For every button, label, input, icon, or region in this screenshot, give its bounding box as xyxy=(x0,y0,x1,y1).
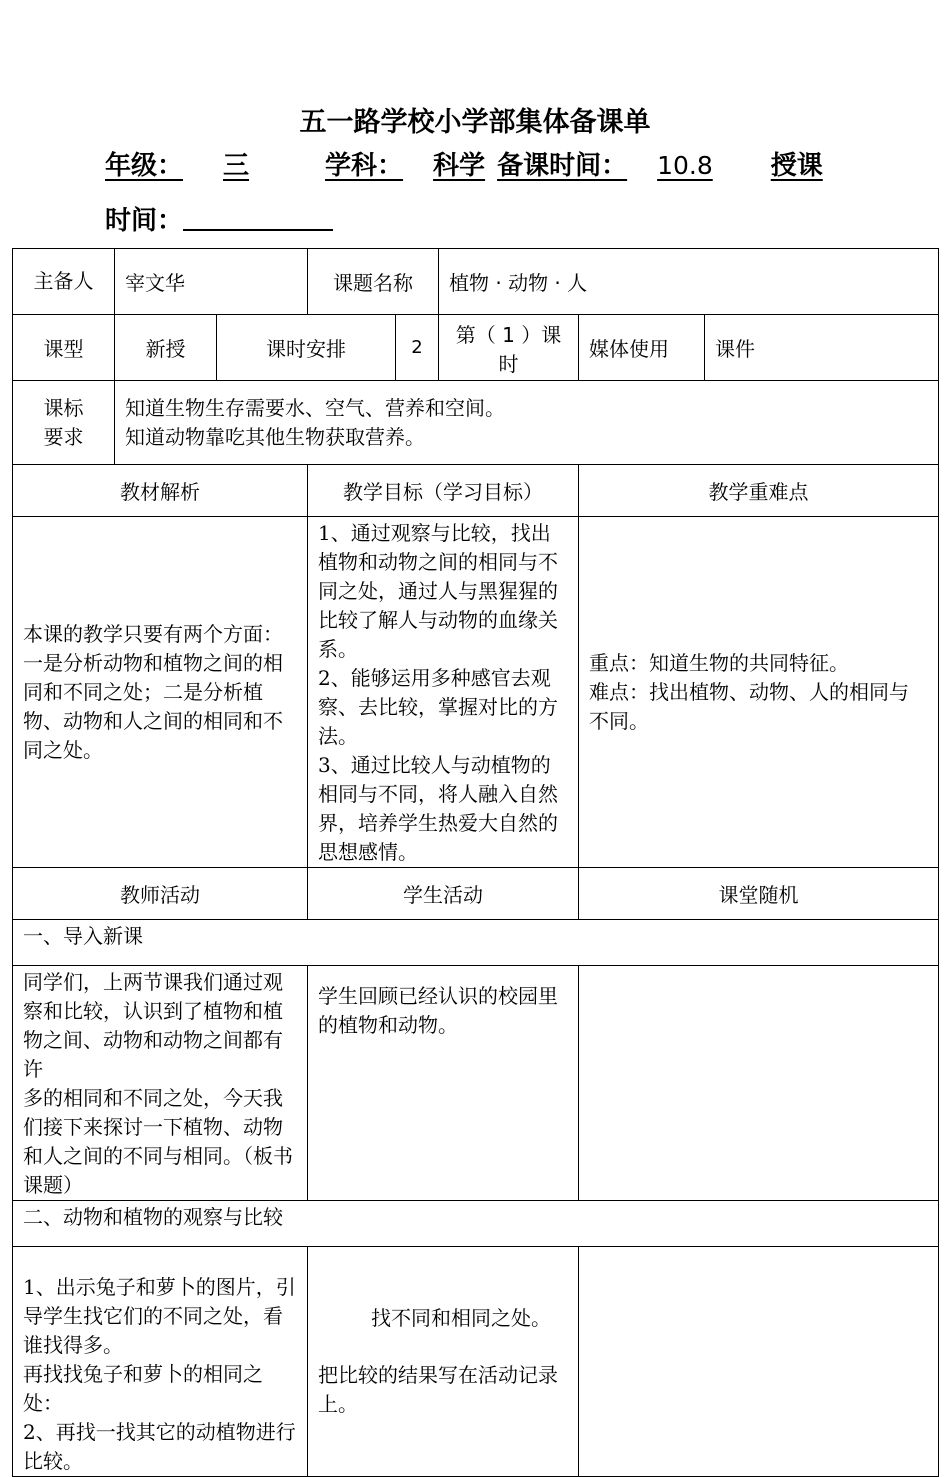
prep-time-label: 备课时间： xyxy=(497,151,628,181)
section-2-student-line-1: 找不同和相同之处。 xyxy=(371,1306,551,1330)
section-2-student-line-2: 把比较的结果写在活动记录上。 xyxy=(318,1363,558,1416)
topic-value: 植物 · 动物 · 人 xyxy=(439,249,939,315)
grade-value: 三 xyxy=(223,151,250,181)
standard-label-line-1: 课标 xyxy=(43,395,84,420)
header-key-points: 教学重难点 xyxy=(579,465,939,517)
media-value: 课件 xyxy=(705,315,939,381)
info-line-2 xyxy=(105,200,333,237)
row-lead xyxy=(13,249,939,315)
period-text: 第（ 1 ）课时 xyxy=(439,315,579,381)
type-label: 课型 xyxy=(13,315,115,381)
goals-cell xyxy=(308,517,579,868)
schedule-value: 2 xyxy=(396,315,439,381)
info-line-1 xyxy=(105,145,823,182)
schedule-label: 课时安排 xyxy=(217,315,396,381)
standard-line-1: 知道生物生存需要水、空气、营养和空间。 xyxy=(125,395,505,420)
grade-label: 年级： xyxy=(105,151,184,181)
goal-2: 2、能够运用多种感官去观察、去比较，掌握对比的方法。 xyxy=(318,666,558,748)
section-2-teacher xyxy=(13,1247,308,1477)
section-2-title: 二、动物和植物的观察与比较 xyxy=(13,1201,939,1247)
row-section-1-title xyxy=(13,920,939,966)
section-2-random xyxy=(579,1247,939,1477)
section-1-random xyxy=(579,966,939,1201)
lesson-plan-table xyxy=(12,248,939,1477)
media-label: 媒体使用 xyxy=(579,315,705,381)
teach-time-blank xyxy=(183,203,333,231)
section-2-teacher-line-3: 2、再找一找其它的动植物进行比较。 xyxy=(23,1420,296,1473)
row-section-2-title xyxy=(13,1201,939,1247)
header-random: 课堂随机 xyxy=(579,868,939,920)
section-2-teacher-line-1: 1、出示兔子和萝卜的图片，引导学生找它们的不同之处，看谁找得多。 xyxy=(23,1275,296,1357)
section-1-teacher xyxy=(13,966,308,1201)
section-1-student: 学生回顾已经认识的校园里的植物和动物。 xyxy=(308,966,579,1201)
section-1-teacher-line-2: 多的相同和不同之处，今天我们接下来探讨一下植物、动物和人之间的不同与相同。（板书 xyxy=(23,1086,293,1168)
spacer xyxy=(318,1333,568,1361)
topic-label: 课题名称 xyxy=(308,249,439,315)
row-analysis xyxy=(13,517,939,868)
section-2-student xyxy=(308,1247,579,1477)
lead-value: 宰文华 xyxy=(115,249,308,315)
analysis-text: 本课的教学只要有两个方面：一是分析动物和植物之间的相同和不同之处；二是分析植物、动物和人之间的相同和不同之处。 xyxy=(13,517,308,868)
section-1-title: 一、导入新课 xyxy=(13,920,939,966)
header-goals: 教学目标（学习目标） xyxy=(308,465,579,517)
header-analysis: 教材解析 xyxy=(13,465,308,517)
row-section-2 xyxy=(13,1247,939,1477)
section-1-teacher-line-1: 同学们，上两节课我们通过观察和比较，认识到了植物和植物之间、动物和动物之间都有许 xyxy=(23,970,283,1081)
teach-time-label: 授课 xyxy=(770,151,823,181)
row-standard xyxy=(13,381,939,465)
row-headers-2 xyxy=(13,868,939,920)
section-2-teacher-line-2: 再找找兔子和萝卜的相同之处： xyxy=(23,1362,263,1415)
subject-label: 学科： xyxy=(325,151,404,181)
goal-3: 3、通过比较人与动植物的相同与不同，将人融入自然界，培养学生热爱大自然的思想感情。 xyxy=(318,753,558,864)
row-type xyxy=(13,315,939,381)
key-points-cell xyxy=(579,517,939,868)
standard-label xyxy=(13,381,115,465)
standard-label-line-2: 要求 xyxy=(43,424,84,449)
difficult-point: 难点：找出植物、动物、人的相同与不同。 xyxy=(589,679,909,733)
type-value: 新授 xyxy=(115,315,217,381)
goal-1: 1、通过观察与比较，找出植物和动物之间的相同与不同之处，通过人与黑猩猩的比较了解人与动物的血缘关系。 xyxy=(318,521,558,661)
row-section-1 xyxy=(13,966,939,1201)
page-title: 五一路学校小学部集体备课单 xyxy=(299,107,651,138)
teach-time-label-cont: 时间： xyxy=(105,206,184,236)
row-headers-1 xyxy=(13,465,939,517)
section-1-teacher-line-3: 课题） xyxy=(23,1173,83,1197)
standard-line-2: 知道动物靠吃其他生物获取营养。 xyxy=(125,424,425,449)
lead-label: 主备人 xyxy=(13,249,115,315)
header-student: 学生活动 xyxy=(308,868,579,920)
subject-value: 科学 xyxy=(433,151,486,181)
standard-content xyxy=(115,381,939,465)
prep-time-value: 10.8 xyxy=(657,151,713,180)
header-teacher: 教师活动 xyxy=(13,868,308,920)
key-point: 重点：知道生物的共同特征。 xyxy=(589,650,849,675)
